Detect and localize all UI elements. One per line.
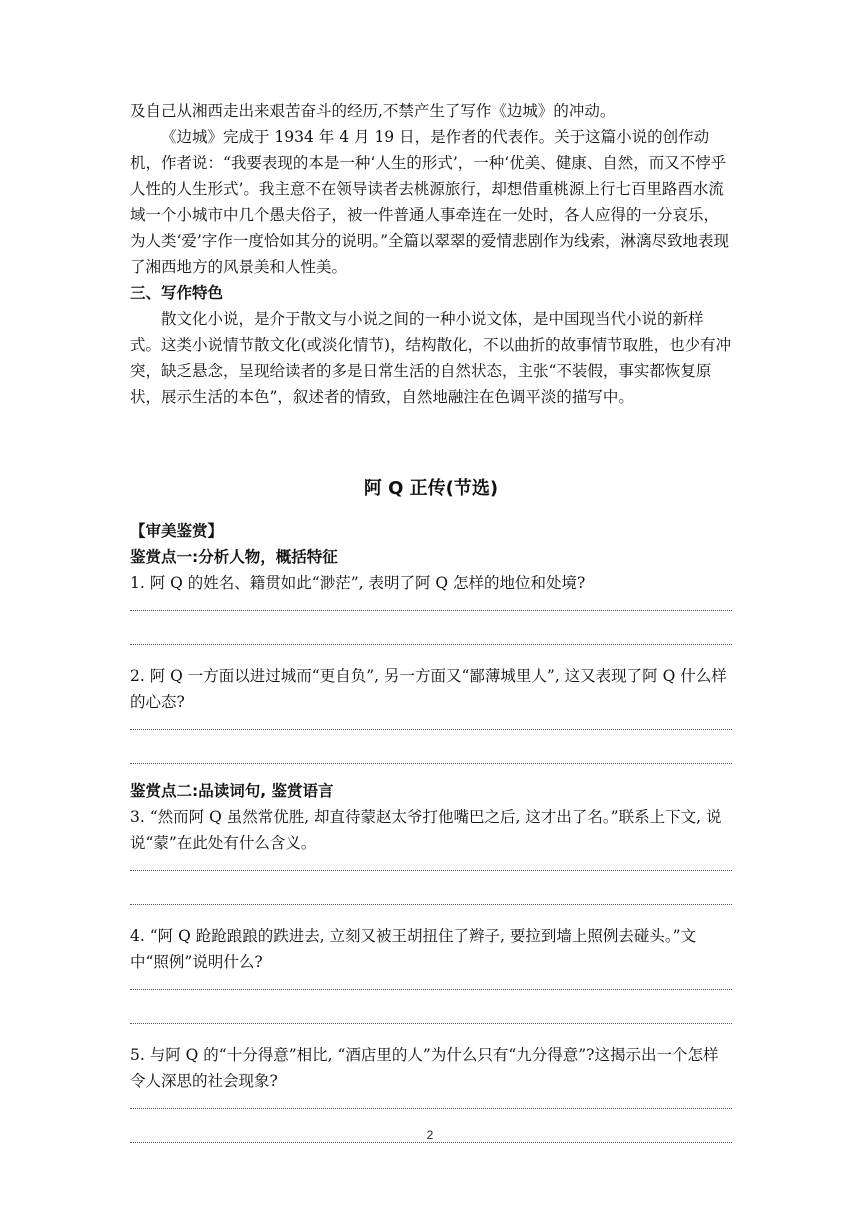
page-number: 2 bbox=[426, 1128, 434, 1142]
section-heading-writing-features: 三、写作特色 bbox=[130, 284, 224, 302]
question-5: 5. 与阿 Q 的“十分得意”相比, “酒店里的人”为什么只有“九分得意”?这揭示出一个怎样令人深思的社会现象? bbox=[130, 1046, 719, 1090]
answer-line bbox=[130, 871, 732, 905]
intro-paragraph-prose-novel: 散文化小说，是介于散文与小说之间的一种小说文体，是中国现当代小说的新样式。这类小说情节散文化(或淡化情节)，结构散化，不以曲折的故事情节取胜，也少有冲突，缺乏悬念，呈现给读者的多是日常生活的自然状态，主张“不装假，事实都恢复原状，展示生活的本色”，叙述者的情致，自然地融注在色调平淡的描写中。 bbox=[130, 310, 732, 406]
answer-line bbox=[130, 715, 732, 730]
answer-area-2[interactable] bbox=[130, 715, 732, 764]
answer-line bbox=[130, 730, 732, 764]
question-1: 1. 阿 Q 的姓名、籍贯如此“渺茫”, 表明了阿 Q 怎样的地位和处境? bbox=[130, 574, 586, 592]
answer-area-3[interactable] bbox=[130, 856, 732, 905]
intro-continuation: 及自己从湘西走出来艰苦奋斗的经历,不禁产生了写作《边城》的冲动。 bbox=[130, 102, 616, 120]
appreciation-point-one: 鉴赏点一:分析人物，概括特征 bbox=[130, 548, 338, 566]
answer-line bbox=[130, 975, 732, 990]
question-2: 2. 阿 Q 一方面以进过城而“更自负”, 另一方面又“鄙薄城里人”, 这又表现了阿 Q 什么样的心态? bbox=[130, 667, 727, 711]
answer-area-4[interactable] bbox=[130, 975, 732, 1024]
article-title: 阿 Q 正传(节选) bbox=[363, 478, 499, 499]
appreciation-point-two: 鉴赏点二:品读词句, 鉴赏语言 bbox=[130, 782, 334, 800]
intro-paragraph-motivation: 《边城》完成于 1934 年 4 月 19 日，是作者的代表作。关于这篇小说的创作动机，作者说：“我要表现的本是一种‘人生的形式’，一种‘优美、健康、自然，而又不悖乎人性的人生形式’。我主意不在领导读者去桃源旅行，却想借重桃源上行七百里路酉水流域一个小城市中几个愚夫俗子，被一件普通人事牵连在一处时，各人应得的一分哀乐，为人类‘爱’字作一度恰如其分的说明。”全篇以翠翠的爱情悲剧作为线索，淋漓尽致地表现了湘西地方的风景美和人性美。 bbox=[130, 128, 730, 276]
question-3: 3. “然而阿 Q 虽然常优胜, 却直待蒙赵太爷打他嘴巴之后, 这才出了名。”联系上下文, 说说“蒙”在此处有什么含义。 bbox=[130, 808, 722, 852]
question-4: 4. “阿 Q 跄跄踉踉的跌进去, 立刻又被王胡扭住了辫子, 要拉到墙上照例去碰头。”文中“照例”说明什么? bbox=[130, 927, 697, 971]
section-label-aesthetic-appreciation: 【审美鉴赏】 bbox=[130, 522, 224, 540]
answer-line bbox=[130, 990, 732, 1024]
answer-line bbox=[130, 1094, 732, 1109]
page-content bbox=[130, 98, 732, 1157]
answer-line bbox=[130, 856, 732, 871]
answer-line bbox=[130, 611, 732, 645]
answer-area-1[interactable] bbox=[130, 596, 732, 645]
answer-line bbox=[130, 596, 732, 611]
